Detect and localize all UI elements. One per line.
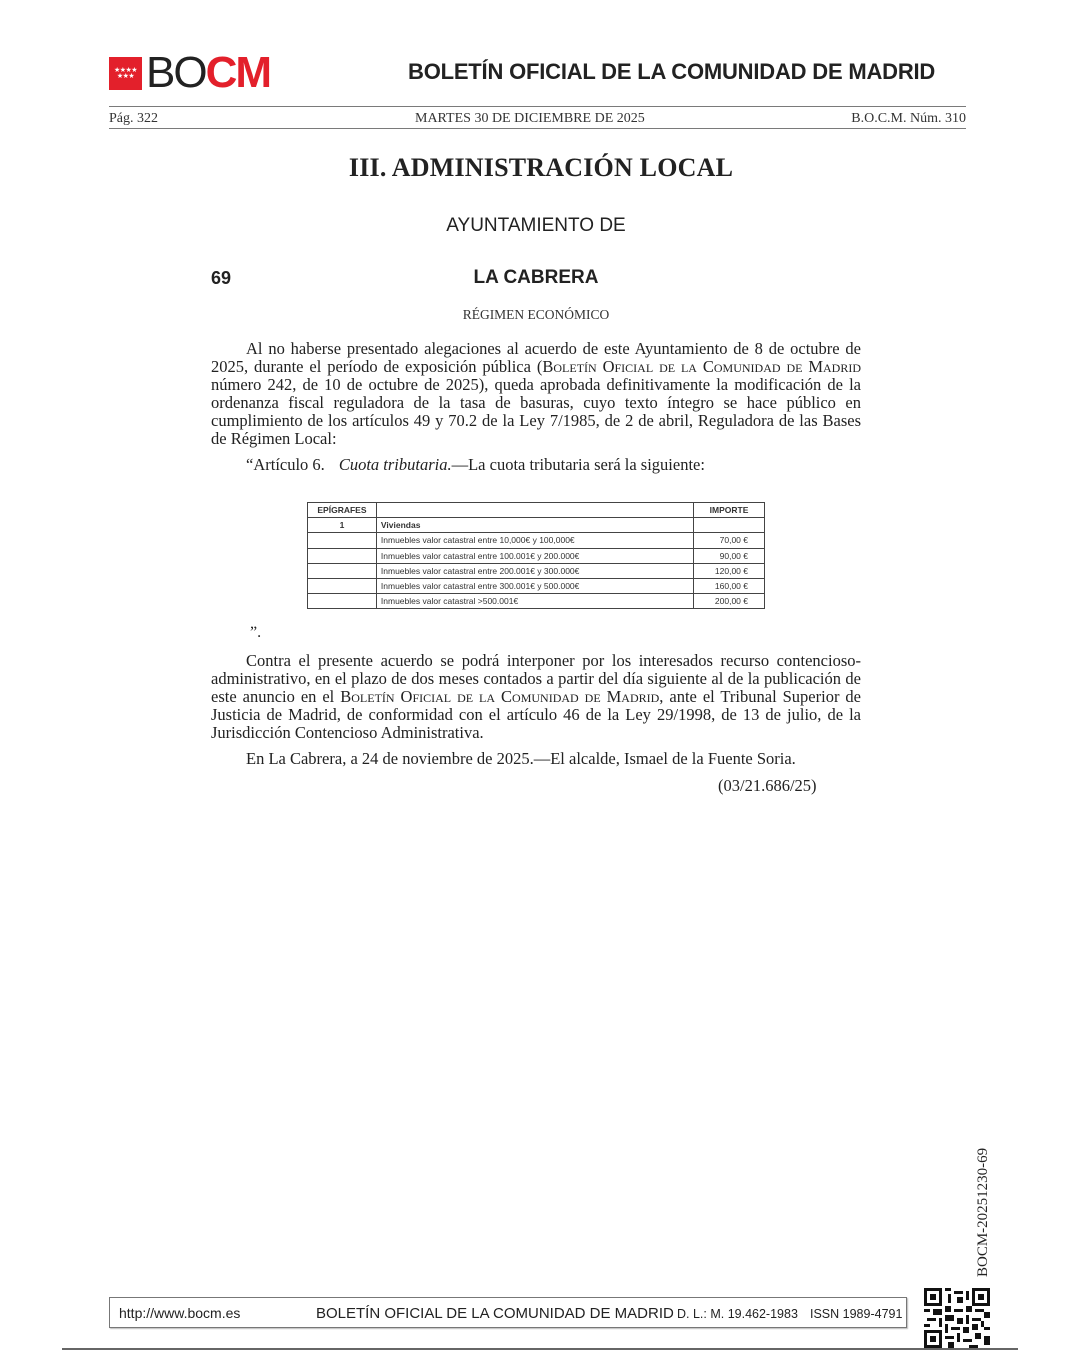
bocm-logo	[109, 48, 271, 97]
issn: ISSN 1989-4791	[810, 1307, 903, 1321]
qr-code-icon	[924, 1288, 990, 1348]
bocm-reference: Boletín Oficial de la Comunidad de Madrid	[340, 687, 660, 706]
announcement-number: 69	[211, 268, 232, 288]
header-epigrafes: EPÍGRAFES	[308, 503, 377, 518]
header-rule-bottom	[109, 128, 966, 129]
signature-line: En La Cabrera, a 24 de noviembre de 2025.—El alcalde, Ismael de la Fuente Soria.	[246, 749, 796, 768]
header-blank	[376, 503, 693, 518]
table-row: Inmuebles valor catastral >500.001€ 200,00 €	[308, 594, 765, 609]
municipality-name: LA CABRERA	[473, 267, 599, 288]
footer-title: BOLETÍN OFICIAL DE LA COMUNIDAD DE MADRID	[316, 1305, 674, 1322]
header-rule-top	[109, 106, 966, 107]
table-row: Inmuebles valor catastral entre 200.001€ y 300.000€ 120,00 €	[308, 563, 765, 578]
madrid-flag-icon	[109, 57, 142, 90]
document-id: BOCM-20251230-69	[975, 1147, 991, 1277]
footer-box	[109, 1297, 907, 1328]
logo-text: BOCM	[146, 48, 271, 97]
paragraph-appeal: Contra el presente acuerdo se podrá interponer por los interesados recurso contencioso-administrativo, en el plazo de dos meses contados a partir del día siguiente al de la publicación de este anuncio en el Boletín Oficial de la Comunidad de Madrid, ante el Tribunal Superior de Justicia de Madrid, de conformidad con el artículo 46 de la Ley 29/1998, de 13 de julio, de la Jurisdicción Contencioso Administrativa.	[211, 651, 861, 742]
section-title: III. ADMINISTRACIÓN LOCAL	[348, 153, 734, 182]
reference-code: (03/21.686/25)	[718, 776, 817, 795]
table-header-row	[308, 503, 765, 518]
page-number: Pág. 322	[109, 111, 158, 126]
ayuntamiento-label: AYUNTAMIENTO DE	[446, 215, 626, 236]
tariff-table	[307, 502, 765, 609]
table-row: Inmuebles valor catastral entre 300.001€ y 500.000€ 160,00 €	[308, 578, 765, 593]
table-row: Inmuebles valor catastral entre 10,000€ y 100,000€ 70,00 €	[308, 533, 765, 548]
article-heading: “Artículo 6. Cuota tributaria.—La cuota tributaria será la siguiente:	[246, 455, 705, 474]
stars-icon: ★★★★ ★★★	[113, 66, 138, 80]
legal-deposit: D. L.: M. 19.462-1983	[677, 1307, 798, 1321]
header-importe: IMPORTE	[694, 503, 765, 518]
bocm-reference: Boletín Oficial de la Comunidad de Madrid	[542, 357, 862, 376]
masthead-title: BOLETÍN OFICIAL DE LA COMUNIDAD DE MADRID	[408, 59, 936, 84]
closing-quote: ”.	[250, 624, 262, 641]
table-row: 1 Viviendas	[308, 518, 765, 533]
publication-date: MARTES 30 DE DICIEMBRE DE 2025	[415, 111, 645, 126]
subject-heading: RÉGIMEN ECONÓMICO	[462, 307, 610, 322]
article-title: Cuota tributaria.	[338, 455, 452, 474]
issue-number: B.O.C.M. Núm. 310	[851, 111, 966, 126]
table-row: Inmuebles valor catastral entre 100.001€ y 200.000€ 90,00 €	[308, 548, 765, 563]
footer-url-link[interactable]: http://www.bocm.es	[119, 1305, 241, 1321]
paragraph-intro: Al no haberse presentado alegaciones al acuerdo de este Ayuntamiento de 8 de octubre de 2025, durante el período de exposición pública (Boletín Oficial de la Comunidad de Madrid número 242, de 10 de octubre de 2025), queda aprobada definitivamente la modificación de la ordenanza fiscal reguladora de la tasa de basuras, cuyo texto íntegro se hace público en cumplimiento de los artículos 49 y 70.2 de la Ley 7/1985, de 2 de abril, Reguladora de las Bases de Régimen Local:	[211, 339, 862, 448]
